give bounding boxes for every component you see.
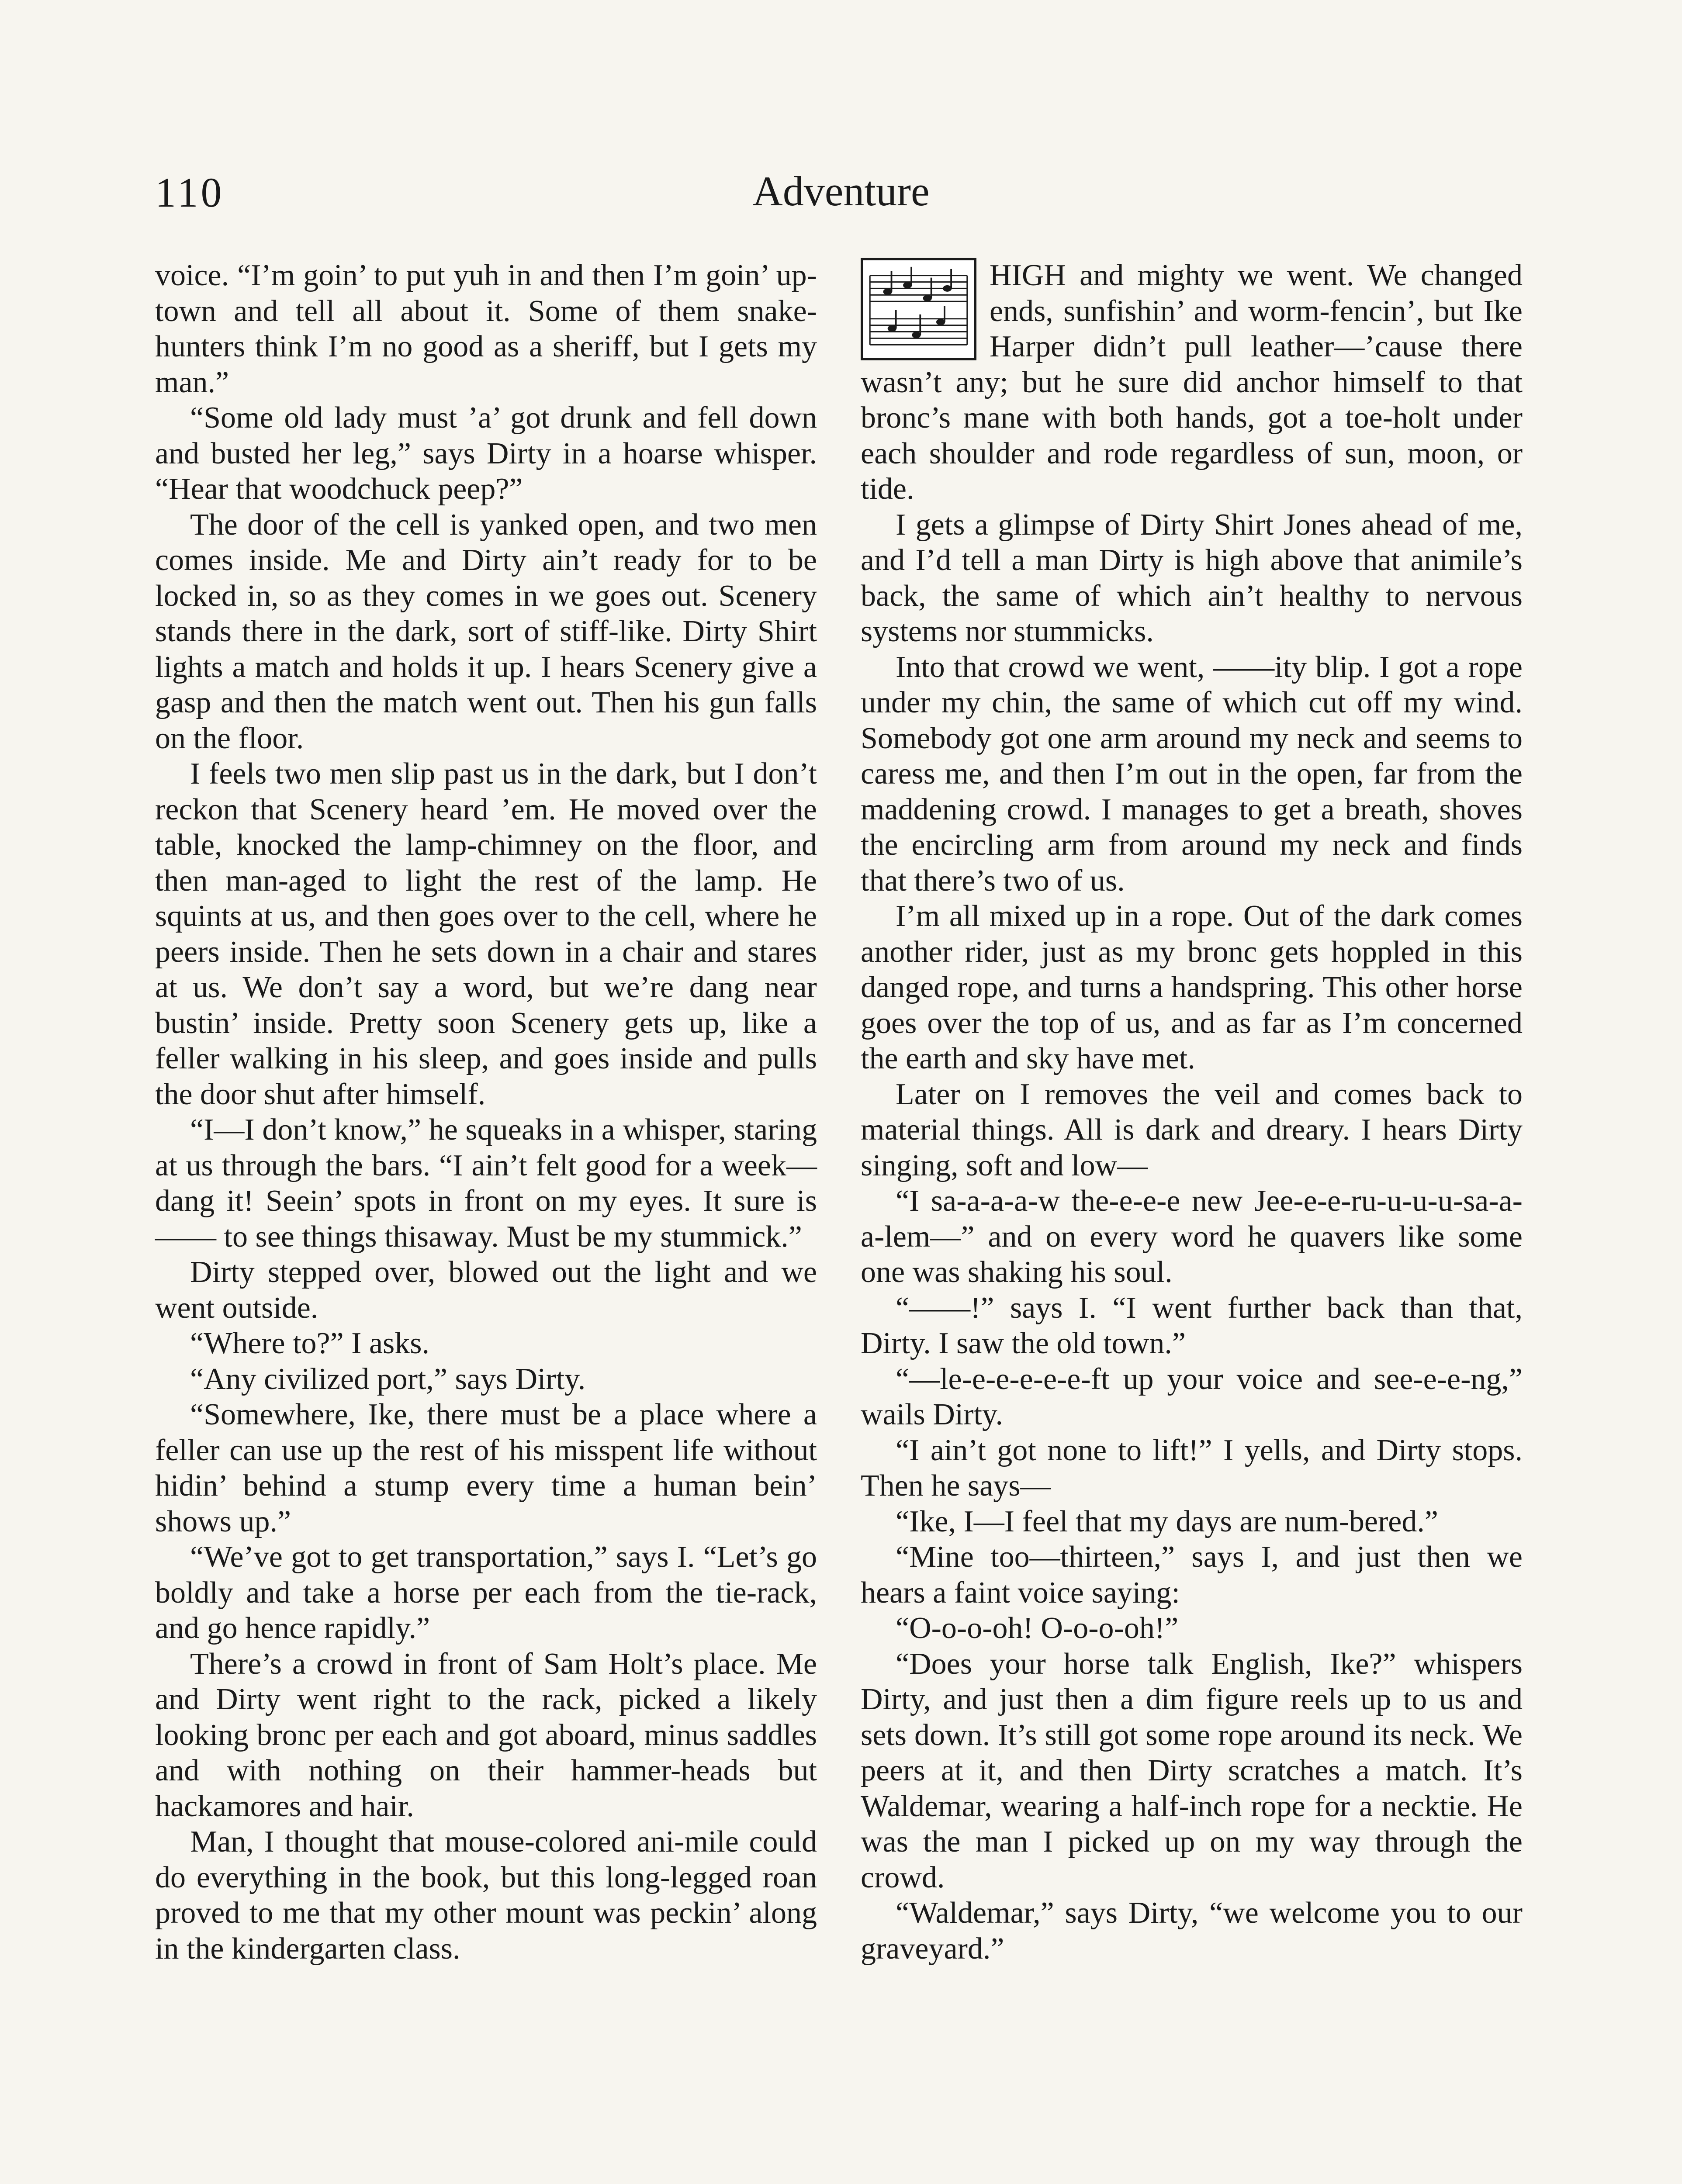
paragraph: “Does your horse talk English, Ike?” whispers Dirty, and just then a dim figure reels up to us and sets down. It’s still got some rope around its neck. We peers at it, and then Dirty scratches a match. It’s Waldemar, wearing a half-inch rope for a necktie. He was the man I picked up on my way through the crowd. [861, 1647, 1523, 1894]
paragraph: “Ike, I—I feel that my days are num-bered.” [896, 1504, 1438, 1538]
paragraph: HIGH and mighty we went. We changed ends, sunfishin’ and worm-fencin’, but Ike Harper didn’t pull leather—’cause there wasn’t any; but he sure did anchor himself to that bronc’s mane with both hands, got a toe-holt under each shoulder and rode regardless of sun, moon, or tide. [861, 259, 1523, 506]
paragraph: Dirty stepped over, blowed out the light and we went outside. [155, 1255, 817, 1325]
running-head-title: Adventure [752, 168, 930, 214]
paragraph: “Where to?” I asks. [190, 1327, 430, 1360]
paragraph: Later on I removes the veil and comes back to material things. All is dark and dreary. I hears Dirty singing, soft and low— [861, 1077, 1523, 1182]
paragraph: There’s a crowd in front of Sam Holt’s place. Me and Dirty went right to the rack, picked a likely looking bronc per each and got aboard, minus saddles and with nothing on their hammer-heads but hackamores and hair. [155, 1647, 817, 1823]
paragraph: “O-o-o-oh! O-o-o-oh!” [896, 1611, 1179, 1645]
paragraph: voice. “I’m goin’ to put yuh in and then I’m goin’ up-town and tell all about it. Some of them snake-hunters think I’m no good as a sheriff, but I gets my man.” [155, 259, 817, 399]
page-number: 110 [155, 169, 225, 216]
paragraph: Man, I thought that mouse-colored ani-mile could do everything in the book, but this long-legged roan proved to me that my other mount was peckin’ along in the kindergarten class. [155, 1825, 817, 1966]
paragraph: “Some old lady must ’a’ got drunk and fell down and busted her leg,” says Dirty in a hoarse whisper. “Hear that woodchuck peep?” [155, 401, 817, 506]
paragraph: “I—I don’t know,” he squeaks in a whisper, staring at us through the bars. “I ain’t felt good for a week—dang it! Seein’ spots in front on my eyes. It sure is —— to see things thisaway. Must be my stummick.” [155, 1113, 817, 1254]
paragraph: I’m all mixed up in a rope. Out of the dark comes another rider, just as my bronc gets hoppled in this danged rope, and turns a handspring. This other horse goes over the top of us, and as far as I’m concerned the earth and sky have met. [861, 899, 1523, 1075]
paragraph: “——!” says I. “I went further back than that, Dirty. I saw the old town.” [861, 1291, 1523, 1360]
paragraph: “Mine too—thirteen,” says I, and just then we hears a faint voice saying: [861, 1540, 1523, 1610]
paragraph: “Somewhere, Ike, there must be a place where a feller can use up the rest of his misspent life without hidin’ behind a stump every time a human bein’ shows up.” [155, 1398, 817, 1538]
paragraph: “I ain’t got none to lift!” I yells, and Dirty stops. Then he says— [861, 1433, 1523, 1503]
paragraph: “I sa-a-a-a-w the-e-e-e new Jee-e-e-ru-u-u-u-sa-a-a-lem—” and on every word he quavers like some one was shaking his soul. [861, 1184, 1523, 1289]
left-column [155, 258, 817, 1966]
paragraph: Into that crowd we went, ——ity blip. I got a rope under my chin, the same of which cut off my wind. Somebody got one arm around my neck and seems to caress me, and then I’m out in the open, far from the maddening crowd. I manages to get a breath, shoves the encircling arm from around my neck and finds that there’s two of us. [861, 650, 1523, 898]
paragraph: I gets a glimpse of Dirty Shirt Jones ahead of me, and I’d tell a man Dirty is high above that animile’s back, the same of which ain’t healthy to nervous systems nor stummicks. [861, 508, 1523, 648]
paragraph: “Any civilized port,” says Dirty. [190, 1362, 586, 1396]
paragraph: “—le-e-e-e-e-e-ft up your voice and see-e-e-ng,” wails Dirty. [861, 1362, 1523, 1431]
right-column [861, 258, 1523, 1966]
section-break-music-ornament-icon [861, 258, 976, 360]
paragraph: “Waldemar,” says Dirty, “we welcome you to our graveyard.” [861, 1896, 1523, 1966]
paragraph: I feels two men slip past us in the dark, but I don’t reckon that Scenery heard ’em. He moved over the table, knocked the lamp-chimney on the floor, and then man-aged to light the rest of the lamp. He squints at us, and then goes over to the cell, where he peers inside. Then he sets down in a chair and stares at us. We don’t say a word, but we’re dang near bustin’ inside. Pretty soon Scenery gets up, like a feller walking in his sleep, and goes inside and pulls the door shut after himself. [155, 757, 817, 1111]
paragraph: “We’ve got to get transportation,” says I. “Let’s go boldly and take a horse per each from the tie-rack, and go hence rapidly.” [155, 1540, 817, 1645]
paragraph: The door of the cell is yanked open, and two men comes inside. Me and Dirty ain’t ready for to be locked in, so as they comes in we goes out. Scenery stands there in the dark, sort of stiff-like. Dirty Shirt lights a match and holds it up. I hears Scenery give a gasp and then the match went out. Then his gun falls on the floor. [155, 508, 817, 755]
